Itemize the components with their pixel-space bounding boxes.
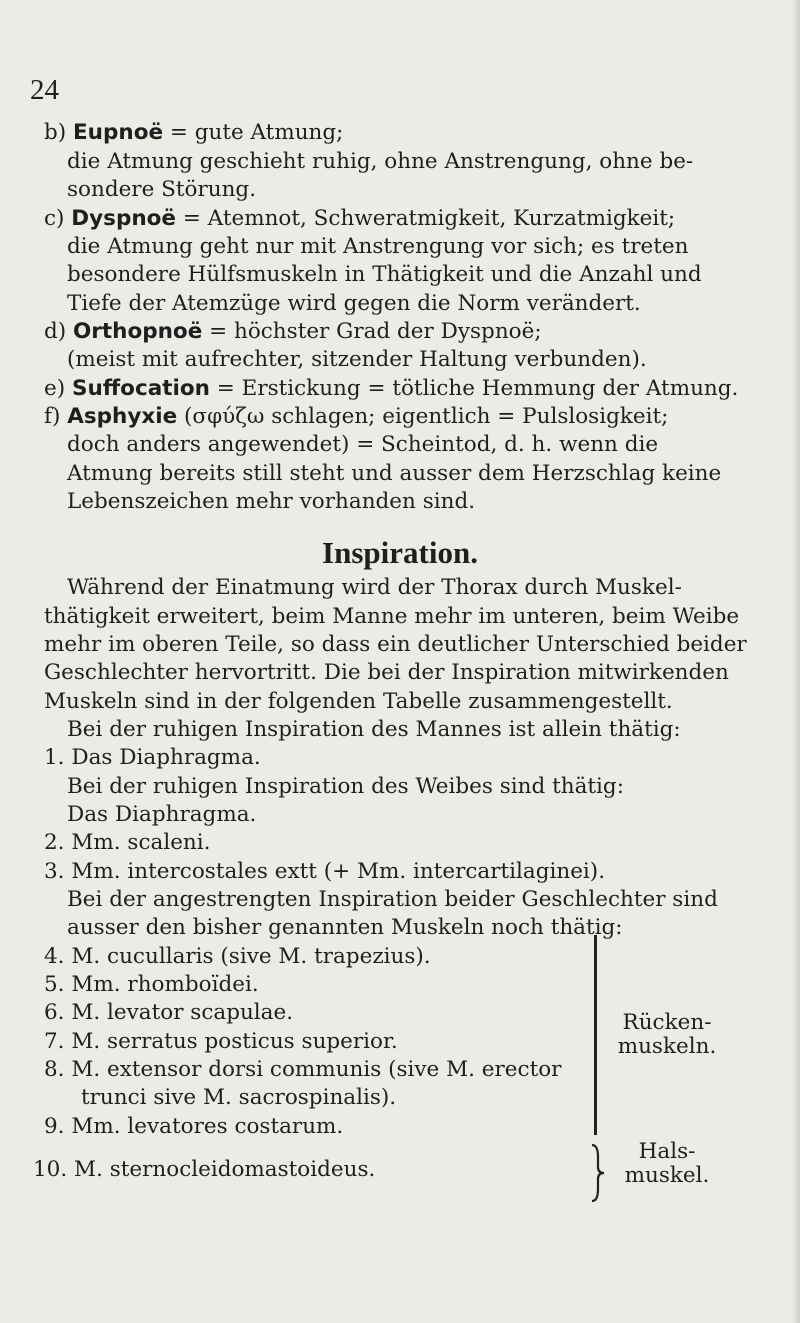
definition-letter: e) [44, 376, 66, 401]
list-text: M. extensor dorsi communis (sive M. erector [71, 1057, 562, 1082]
text-line: Atmung bereits still steht und ausser dem Herzschlag keine [67, 461, 722, 486]
paragraph-line: Muskeln sind in der folgenden Tabelle zusammengestellt. [44, 689, 673, 714]
list-item [33, 1156, 375, 1184]
list-text: M. levator scapulae. [71, 1000, 294, 1025]
text-line: Lebenszeichen mehr vorhanden sind. [67, 489, 476, 514]
text-line: die Atmung geht nur mit Anstrengung vor sich; es treten [67, 234, 689, 259]
list-text: Mm. levatores costarum. [71, 1114, 344, 1139]
paragraph-line: mehr im oberen Teile, so dass ein deutlicher Unterschied beider [44, 632, 747, 657]
label-line: Rücken- [622, 1010, 712, 1035]
list-text: M. serratus posticus superior. [71, 1029, 398, 1054]
forced-intro-line: ausser den bisher genannten Muskeln noch thätig: [67, 915, 623, 940]
definition-term: Eupnoë [73, 120, 164, 145]
text-line: sondere Störung. [67, 177, 257, 202]
definition-c [44, 205, 675, 233]
definition-text: = gute Atmung; [163, 120, 344, 145]
list-item [44, 858, 605, 886]
list-item [67, 801, 256, 829]
list-text: trunci sive M. sacrospinalis). [81, 1085, 397, 1110]
list-number: 4. [44, 944, 65, 969]
list-text: Mm. rhomboïdei. [71, 972, 259, 997]
back-muscles-label [612, 1011, 722, 1059]
paragraph-line: Während der Einatmung wird der Thorax durch Muskel- [67, 575, 682, 600]
list-number: 5. [44, 972, 65, 997]
definition-text: = Atemnot, Schweratmigkeit, Kurzatmigkeit; [176, 206, 676, 231]
list-item-continuation [81, 1084, 396, 1112]
list-text: M. sternocleidomastoideus. [74, 1157, 376, 1182]
list-text: M. cucullaris (sive M. trapezius). [71, 944, 431, 969]
definition-letter: c) [44, 206, 65, 231]
female-intro: Bei der ruhigen Inspiration des Weibes sind thätig: [67, 774, 624, 799]
text-line: besondere Hülfsmuskeln in Thätigkeit und die Anzahl und [67, 262, 702, 287]
list-item [44, 1113, 343, 1141]
section-heading: Inspiration. [322, 535, 478, 570]
list-number: 10. [33, 1157, 68, 1182]
list-text: Das Diaphragma. [71, 745, 261, 770]
definition-text: (σφύζω schlagen; eigentlich = Pulslosigkeit; [177, 404, 669, 429]
definition-letter: f) [44, 404, 61, 429]
list-number: 2. [44, 830, 65, 855]
list-number: 6. [44, 1000, 65, 1025]
label-line: muskeln. [617, 1034, 717, 1059]
text-line: die Atmung geschieht ruhig, ohne Anstrengung, ohne be- [67, 149, 694, 174]
definition-b [44, 119, 343, 147]
definition-d [44, 318, 542, 346]
list-number: 8. [44, 1057, 65, 1082]
text-line: Tiefe der Atemzüge wird gegen die Norm verändert. [67, 291, 641, 316]
forced-intro-line: Bei der angestrengten Inspiration beider Geschlechter sind [67, 887, 718, 912]
definition-f [44, 403, 668, 431]
list-number: 9. [44, 1114, 65, 1139]
page-edge-shadow [792, 0, 800, 1323]
definition-term: Asphyxie [67, 404, 178, 429]
list-item [44, 971, 259, 999]
definition-e [44, 375, 738, 403]
page-number: 24 [30, 74, 59, 106]
neck-muscles-label [612, 1140, 722, 1188]
list-number: 1. [44, 745, 65, 770]
text-line: doch anders angewendet) = Scheintod, d. h. wenn die [67, 432, 659, 457]
paragraph-line: thätigkeit erweitert, beim Manne mehr im unteren, beim Weibe [44, 604, 740, 629]
label-line: muskel. [624, 1163, 710, 1188]
list-number: 3. [44, 859, 65, 884]
list-number: 7. [44, 1029, 65, 1054]
definition-letter: b) [44, 120, 67, 145]
definition-text: = Erstickung = tötliche Hemmung der Atmung. [209, 376, 739, 401]
list-item [44, 1028, 398, 1056]
back-muscles-bracket [594, 935, 597, 1135]
list-text: Mm. scaleni. [71, 830, 211, 855]
list-text: Mm. intercostales extt (+ Mm. intercartilaginei). [71, 859, 606, 884]
list-item [44, 943, 431, 971]
definition-text: = höchster Grad der Dyspnoë; [202, 319, 542, 344]
definition-letter: d) [44, 319, 67, 344]
list-text: Das Diaphragma. [67, 802, 257, 827]
definition-term: Dyspnoë [71, 206, 176, 231]
label-line: Hals- [638, 1139, 696, 1164]
male-intro: Bei der ruhigen Inspiration des Mannes ist allein thätig: [67, 717, 681, 742]
definition-term: Suffocation [71, 376, 210, 401]
list-item [44, 999, 293, 1027]
list-item [44, 744, 261, 772]
list-item [44, 829, 210, 857]
definition-term: Orthopnoë [73, 319, 203, 344]
text-line: (meist mit aufrechter, sitzender Haltung verbunden). [67, 347, 647, 372]
paragraph-line: Geschlechter hervortritt. Die bei der Inspiration mitwirkenden [44, 660, 729, 685]
neck-muscles-brace [588, 1143, 608, 1203]
list-item [44, 1056, 561, 1084]
